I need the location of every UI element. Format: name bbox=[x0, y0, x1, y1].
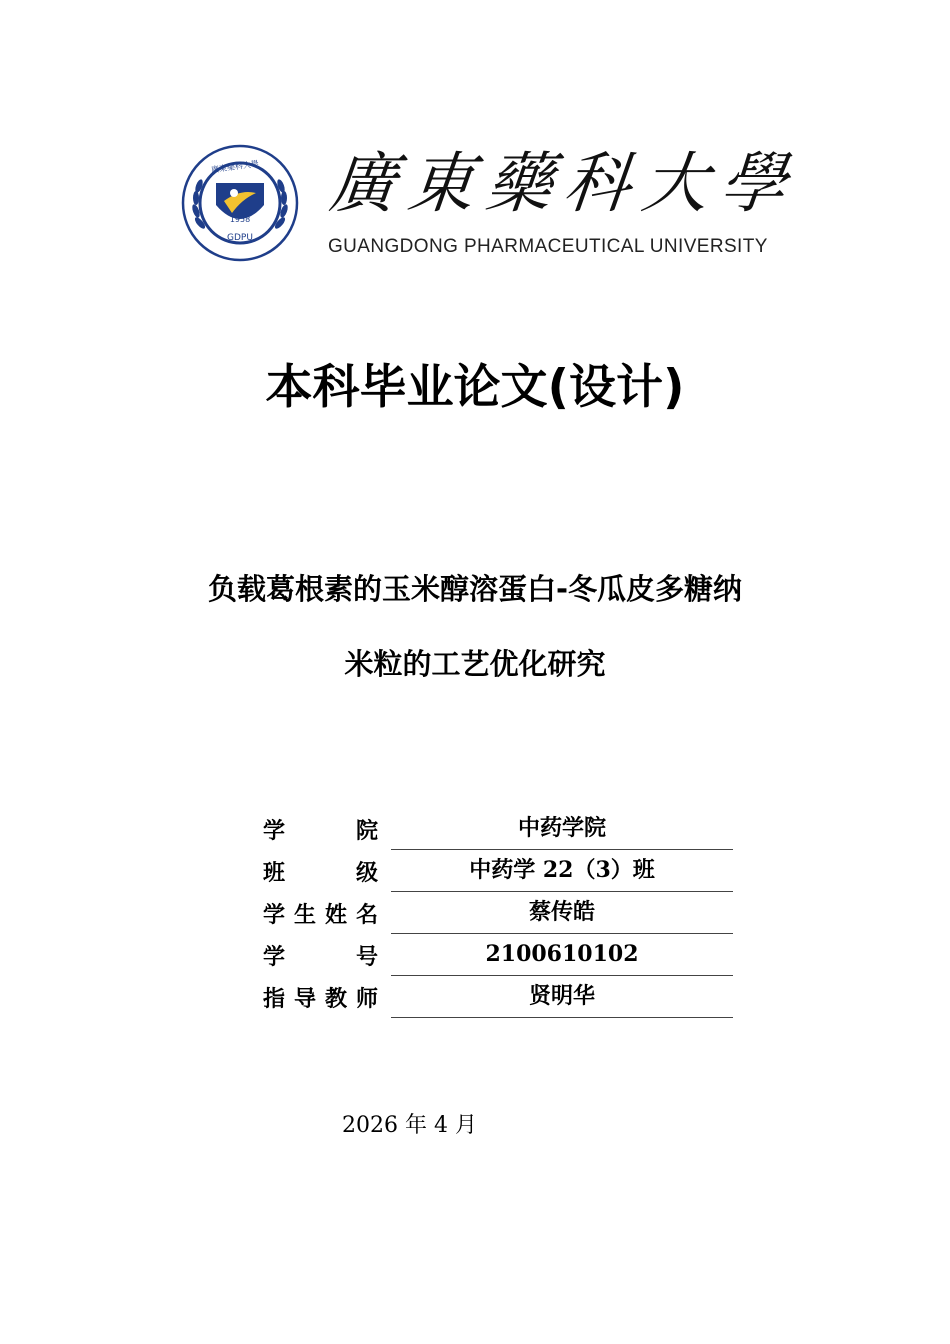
document-type-title: 本科毕业论文(设计) bbox=[265, 360, 685, 415]
info-value: 2100610102 bbox=[391, 934, 733, 976]
info-label: 学 号 bbox=[263, 944, 378, 970]
seal-arc-text: 廣東藥科大學 bbox=[210, 159, 260, 175]
university-name-en: GUANGDONG PHARMACEUTICAL UNIVERSITY bbox=[328, 236, 768, 257]
info-row-student-name bbox=[263, 892, 733, 934]
info-row-student-id bbox=[263, 934, 733, 976]
info-label: 指导教师 bbox=[263, 986, 378, 1012]
info-value: 蔡传皓 bbox=[391, 892, 733, 934]
info-label: 学生姓名 bbox=[263, 902, 378, 928]
thesis-title-line-1: 负载葛根素的玉米醇溶蛋白-冬瓜皮多糖纳 bbox=[207, 572, 743, 606]
university-name-cn: 廣東藥科大學 bbox=[326, 145, 803, 222]
university-header bbox=[180, 143, 803, 263]
seal-abbr: GDPU bbox=[227, 233, 253, 243]
thesis-title-line-2: 米粒的工艺优化研究 bbox=[344, 647, 606, 681]
university-seal-logo bbox=[180, 143, 300, 263]
info-row-advisor bbox=[263, 976, 733, 1018]
student-info-table bbox=[263, 808, 733, 1018]
info-value: 中药学 22（3）班 bbox=[391, 850, 733, 892]
info-label: 班 级 bbox=[263, 860, 378, 886]
info-row-class bbox=[263, 850, 733, 892]
info-row-college bbox=[263, 808, 733, 850]
info-label: 学 院 bbox=[263, 818, 378, 844]
info-value: 中药学院 bbox=[391, 808, 733, 850]
info-value: 贤明华 bbox=[391, 976, 733, 1018]
submission-date: 2026 年 4 月 bbox=[342, 1113, 477, 1138]
seal-year: 1958 bbox=[229, 215, 251, 224]
